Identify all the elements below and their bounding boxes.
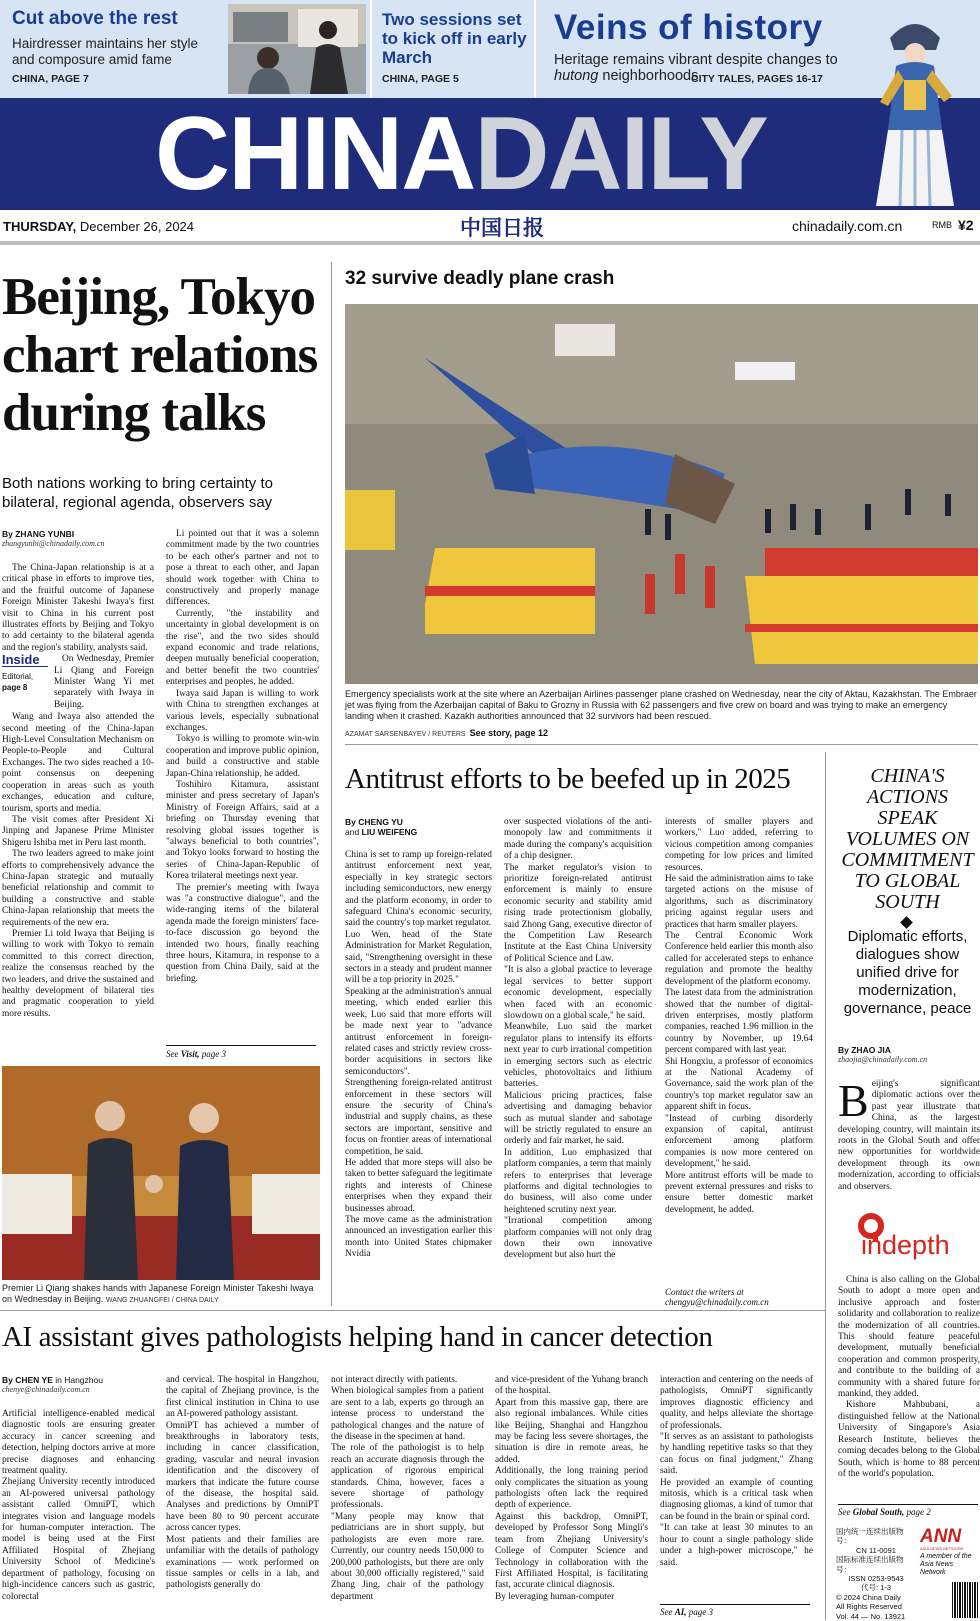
price-currency: RMB — [932, 220, 952, 230]
ai-top-divider — [0, 1310, 825, 1311]
sidebar-deck: Diplomatic efforts, dialogues show unified drive for modernization, governance, peace — [843, 928, 972, 1017]
promo-hairdresser[interactable] — [0, 0, 370, 98]
ai-headline[interactable]: AI assistant gives pathologists helping hand in cancer detection — [2, 1321, 713, 1353]
issue-date: THURSDAY, December 26, 2024 — [3, 219, 195, 234]
dateline — [0, 214, 980, 240]
masthead — [0, 98, 980, 210]
sidebar-diamond-ornament — [900, 916, 913, 929]
lead-photo-caption: Premier Li Qiang shakes hands with Japanese Foreign Minister Takeshi Iwaya on Wednesday in Beijing. WANG ZHUANGFEI / CHINA DAILY — [2, 1283, 314, 1304]
hairdresser-photo — [228, 4, 366, 94]
ai-column-3: not interact directly with patients. When biological samples from a patient are sent to a lab, experts go through an intense process to understand the pathological changes and the nature of the disease in the specimen at hand. The role of the pathologist is to help reach an accurate diagnosis through the application of rigorous empirical standards. China, however, faces a severe shortage of pathology professionals. "Many people may know that pediatricians are in short supply, but pathologists are even more rare. Currently, our country needs 150,000 to 200,000 pathologists, but there are only about 30,000 officially registered," said Zhang Jing, chair of the pathology department — [331, 1375, 484, 1602]
crash-photo-caption: Emergency specialists work at the site where an Azerbaijan Airlines passenger plane crashed on Wednesday, near the city of Aktau, Kazakhstan. The Embraer jet was flying from the Azerbaijan capital of Baku to Grozny in Russia with 62 passengers and five crew on board and was trying to make an emergency landing when it crashed. Kazakh authorities announced that 32 survivors had been rescued. — [345, 689, 977, 721]
lead-photo-handshake — [2, 1066, 320, 1280]
sidebar-dropcap: B — [838, 1075, 869, 1126]
antitrust-contact-email[interactable]: chengyu@chinadaily.com.cn — [665, 1297, 769, 1307]
antitrust-byline: By CHENG YU and LIU WEIFENG — [345, 817, 418, 837]
lead-see-link[interactable]: See Visit, page 3 — [166, 1045, 316, 1059]
ai-column-5: interaction and centering on the needs of pathologists, OmniPT significantly improves diagnostic efficiency and quality, and helps alleviate the shortage of professionals. "It serves as an assistant to pathologists by handling repetitive tasks so that they can focus on final judgment," Zhang said. He provided an example of counting mitosis, which is a critical task when diagnosing gliomas, a kind of tumor that can be found in the brain or spinal cord. "It can take at least 30 minutes to an hour to count a single pathology slide under a high-power microscope," he said. — [660, 1375, 813, 1568]
promo-veins-ref-text: CITY TALES, PAGES 16-17 — [691, 73, 823, 85]
lead-byline: By ZHANG YUNBI zhangyunbi@chinadaily.com.cn — [2, 529, 105, 548]
promo-veins-subtitle: Heritage remains vibrant despite changes to hutong neighborhoods — [554, 52, 838, 84]
promo-hairdresser-ref: CHINA, PAGE 7 — [12, 73, 89, 85]
promo-veins-title[interactable]: Veins of history — [554, 8, 823, 47]
sidebar-body: China is also calling on the Global South to adopt a more open and inclusive approach and foster solidarity and collaboration to realize the modernization of all countries. This should feature peaceful development, mutually beneficial cooperation and common prosperity, and contribute to the building of a community with a shared future for mankind, they added. Kishore Mahbubani, a distinguished fellow at the National University of Singapore's Asia Research Institute, believes the coming decades belong to the Global South, which is home to 88 percent of the world's population. — [838, 1275, 980, 1479]
ai-see-link[interactable]: See AI, page 3 — [660, 1604, 810, 1617]
chinese-masthead: 中国日报 — [460, 215, 544, 240]
dateline-rule — [0, 241, 980, 245]
sidebar-intro: Beijing's significant diplomatic actions over the past year illustrate that China, as the largest developing country, will maintain its roots in the Global South and offer new opportunities for worldwide development through its own modernization, according to officials and observers. — [838, 1075, 980, 1192]
ai-column-2: and cervical. The hospital in Hangzhou, the capital of Zhejiang province, is the first clinical institution in China to use an AI-powered pathology assistant. OmniPT has achieved a number of breakthroughs in laboratory tests, including in cancer classification, grading, vascular and neural invasion identification and the discovery of markers that indicate the future course of the disease, the hospital said. Analyses and predictions by OmniPT have been 80 to 90 percent accurate across cancer types. Most patients and their families are unfamiliar with the details of pathology examinations — work performed on tissue samples or cells in a lab, and pathologists generally do — [166, 1375, 319, 1591]
sidebar-byline: By ZHAO JIA zhaojia@chinadaily.com.cn — [838, 1045, 928, 1064]
promo-veins-ref — [554, 72, 650, 88]
crash-headline[interactable]: 32 survive deadly plane crash — [345, 268, 615, 289]
crash-photo-credit: AZAMAT SARSENBAYEV / REUTERS — [345, 731, 466, 738]
antitrust-column-3: interests of smaller players and workers," Luo added, referring to vicious competition among companies competing for low prices and limited resources. He said the administration aims to take targeted actions on the misuse of algorithms, such as discriminatory pricing against regular users and practices that harm smaller players. The Central Economic Work Conference held earlier this month also called for accelerated steps to enhance regulation and promote the healthy development of the platform economy. The latest data from the administration showed that the number of digital-driven enterprises, mostly platform companies, reached 1.96 million in the country by November, up 19.64 percent compared with last year. Shi Hongxiu, a professor of economics at the National Academy of Governance, said the work plan of the country's top market regulator saw an apparent shift in focus. "Instead of curbing disorderly expansion of capital, antitrust enforcement among platform companies is now more centered on development," he said. More antitrust efforts will be made to prevent external pressures and risks to ensure better domestic market development, he added. — [665, 817, 813, 1215]
ai-column-1: Artificial intelligence-enabled medical diagnostic tools are ensuring greater accuracy in cancer screening and detection, helping doctors arrive at more precise diagnoses and enhancing treatment quality. Zhejiang University recently introduced an AI-powered universal pathology assistant called OmniPT, which integrates vision and language models for human-computer interaction. The model is being used at the First Affiliated Hospital of Zhejiang University School of Medicine's department of pathology, focusing on high-incidence cancers such as gastric, colorectal — [2, 1409, 155, 1602]
antitrust-headline[interactable]: Antitrust efforts to be beefed up in 2025 — [345, 763, 791, 795]
crash-photo-credit-line — [345, 723, 978, 741]
promo-two-sessions-title[interactable]: Two sessions set to kick off in early March — [382, 10, 527, 67]
lead-column-2: Li pointed out that it was a solemn commitment made by the two countries to be each other's partner and not to pose a threat to each other, and Japan should work together with China to constructively and properly manage differences. Currently, "the instability and uncertainty in global development is on the rise", and the two sides should expand economic and trade relations, deepen mutually beneficial cooperation, and better benefit the two countries' enterprises and peoples, he added. Iwaya said Japan is willing to work with China to strengthen exchanges at various levels, especially subnational exchanges. Tokyo is willing to promote win-win cooperation and improve public opinion, and build a constructive and stable Japan-China relationship, he added. Toshihiro Kitamura, assistant minister and press secretary of Japan's Ministry of Foreign Affairs, said at a briefing on Thursday evening that resolving global issues together is "always beneficial to both countries", and Tokyo looks forward to hosting the series of China-Japan-Republic of Korea trilateral meetings next year. The premier's meeting with Iwaya was "a constructive dialogue", and the wide-ranging items of the bilateral agenda made the foreign ministers' face-to-face discussion go beyond the intended two hours, finally reaching three hours, Kitamura, in response to a question from China Daily, said at the briefing. — [166, 529, 319, 984]
crash-divider — [345, 744, 978, 745]
sidebar-title[interactable]: CHINA'S ACTIONS SPEAK VOLUMES ON COMMITMENT TO GLOBAL SOUTH — [841, 765, 974, 913]
barcode — [952, 1582, 978, 1618]
masthead-logo[interactable]: CHINADAILY — [155, 96, 767, 212]
ann-logo: ANN ASIA NEWS NETWORK A member of the Asia News Network — [920, 1526, 972, 1576]
promo-hairdresser-subtitle: Hairdresser maintains her style and composure amid fame — [12, 36, 199, 67]
publication-info: 国内统一连续出版物号： CN 11-0091 国际标准连续出版物号： ISSN 0253-9543 代号: 1-3 © 2024 China Daily All Rights Reserved Vol. 44 — No. 13921 — [836, 1527, 906, 1621]
ai-column-4: and vice-president of the Yuhang branch of the hospital. Apart from this massive gap, there are also regional imbalances. While cities like Beijing, Shanghai and Hangzhou may be facing less severe shortages, the situation is dire in remote areas, he added. Additionally, the long training period only complicates the situation as young pathologists often lack the required depth of experience. Against this backdrop, OmniPT, developed by Professor Song Mingli's team from Zhejiang University's College of Computer Science and Technology in collaboration with the First Affiliated Hospital, is facilitating fast, accurate clinical diagnosis. By leveraging human-computer — [495, 1375, 648, 1602]
website-link[interactable]: chinadaily.com.cn — [792, 218, 903, 234]
lead-deck: Both nations working to bring certainty to bilateral, regional agenda, observers say — [2, 475, 273, 511]
plane-crash-photo — [345, 304, 978, 684]
lead-column-1: The China-Japan relationship is at a critical phase in efforts to improve ties, and the fruitful outcome of Japanese Foreign Minister Takeshi Iwaya's first visit to China in his current post illustrates efforts by Beijing and Tokyo to add certainty to the bilateral agenda and the region's stability, analysts said. Inside Editorial, page 8 On Wednesday, Premier Li Qiang and Foreign Minister Wang Yi met separately with Iwaya in Beijing. Wang and Iwaya also attended the second meeting of the China-Japan High-Level Consultation Mechanism on People-to-People and Cultural Exchanges. The two sides reached a 10-point consensus on deepening cooperation in areas such as youth exchanges, education and culture, tourism, sports and media. The visit comes after President Xi Jinping and Japanese Prime Minister Shigeru Ishiba met in Peru last month. The two leaders agreed to make joint efforts to comprehensively advance the China-Japan strategic and mutually beneficial relationship and commit to building a constructive and stable China-Japan relationship that meets the requirements of the new era. Premier Li told Iwaya that Beijing is willing to work with Tokyo to remain committed to this correct direction, realize the consensus reached by the two leaders, and drive the sustained and healthy development of bilateral ties and pragmatic cooperation to yield more results. — [2, 563, 154, 1019]
crash-see-story-link[interactable]: See story, page 12 — [469, 728, 548, 738]
opera-figure-illustration — [860, 10, 970, 208]
price: ¥2 — [958, 217, 974, 233]
promo-hairdresser-title[interactable]: Cut above the rest — [12, 8, 178, 29]
sidebar-see-link[interactable]: See Global South, page 2 — [838, 1504, 978, 1517]
antitrust-column-2: over suspected violations of the anti-monopoly law and commitments it made during the company's acquisition of a chip designer. The market regulator's vision to prioritize foreign-related antitrust enforcement is mainly to ensure economic security and stability amid rising trade protectionism globally, said Zhong Gang, executive director of the Competition Law Research Institute at the East China University of Political Science and Law. "It is also a global practice to leverage legal services to better support economic development, especially when faced with an economic slowdown on a global scale," he said. Meanwhile, Luo said the market regulator plans to intensify its efforts next year to curb irrational competition in emerging sectors such as electric vehicles, photovoltaics and lithium batteries. Malicious pricing practices, false advertising and damaging behavior such as mutual slander and sabotage will be strictly regulated to ensure an orderly and fair market, he said. In addition, Luo emphasized that platform companies, a term that mainly refers to enterprises that leverage platforms and digital technologies to do business, will also come under heightened scrutiny next year. "Irrational competition among platform companies will not only drag down their own innovative development but also hurt the — [504, 817, 652, 1261]
antitrust-column-1: China is set to ramp up foreign-related antitrust enforcement next year, especially in key strategic sectors including semiconductors, new energy and the platform economy, in order to safeguard China's economic security, said the country's top market regulator. Luo Wen, head of the State Administration for Market Regulation, said, "Strengthening oversight in these sectors in a steady and prudent manner will be a top priority in 2025." Speaking at the administration's annual meeting, which ended earlier this week, Luo said that more efforts will be made next year to "advance antitrust enforcement in foreign-related cases and strictly review cross-border acquisitions in sectors like semiconductors". Strengthening foreign-related antitrust enforcement in these sectors will ensure the security of China's industrial and supply chains, as these sectors are important, sensitive and focus on frontier areas of international competition, he said. He added that more steps will also be taken to better safeguard the legitimate rights and interests of Chinese enterprises when they expand their businesses abroad. The move came as the administration announced an investigation earlier this month into United States chipmaker Nvidia — [345, 850, 492, 1260]
inside-box[interactable]: Inside Editorial, page 8 — [2, 654, 48, 693]
promo-two-sessions[interactable] — [372, 0, 534, 98]
lead-headline[interactable]: Beijing, Tokyo chart relations during talks — [2, 268, 318, 442]
indepth-logo: indepth — [855, 1212, 975, 1262]
column-divider — [331, 262, 332, 1306]
sidebar-divider — [825, 752, 826, 1620]
antitrust-contact: Contact the writers at chengyu@chinadaily.com.cn — [665, 1287, 815, 1307]
ai-byline: By CHEN YE in Hangzhou chenye@chinadaily.com.cn — [2, 1375, 103, 1394]
promo-two-sessions-ref: CHINA, PAGE 5 — [382, 73, 459, 85]
